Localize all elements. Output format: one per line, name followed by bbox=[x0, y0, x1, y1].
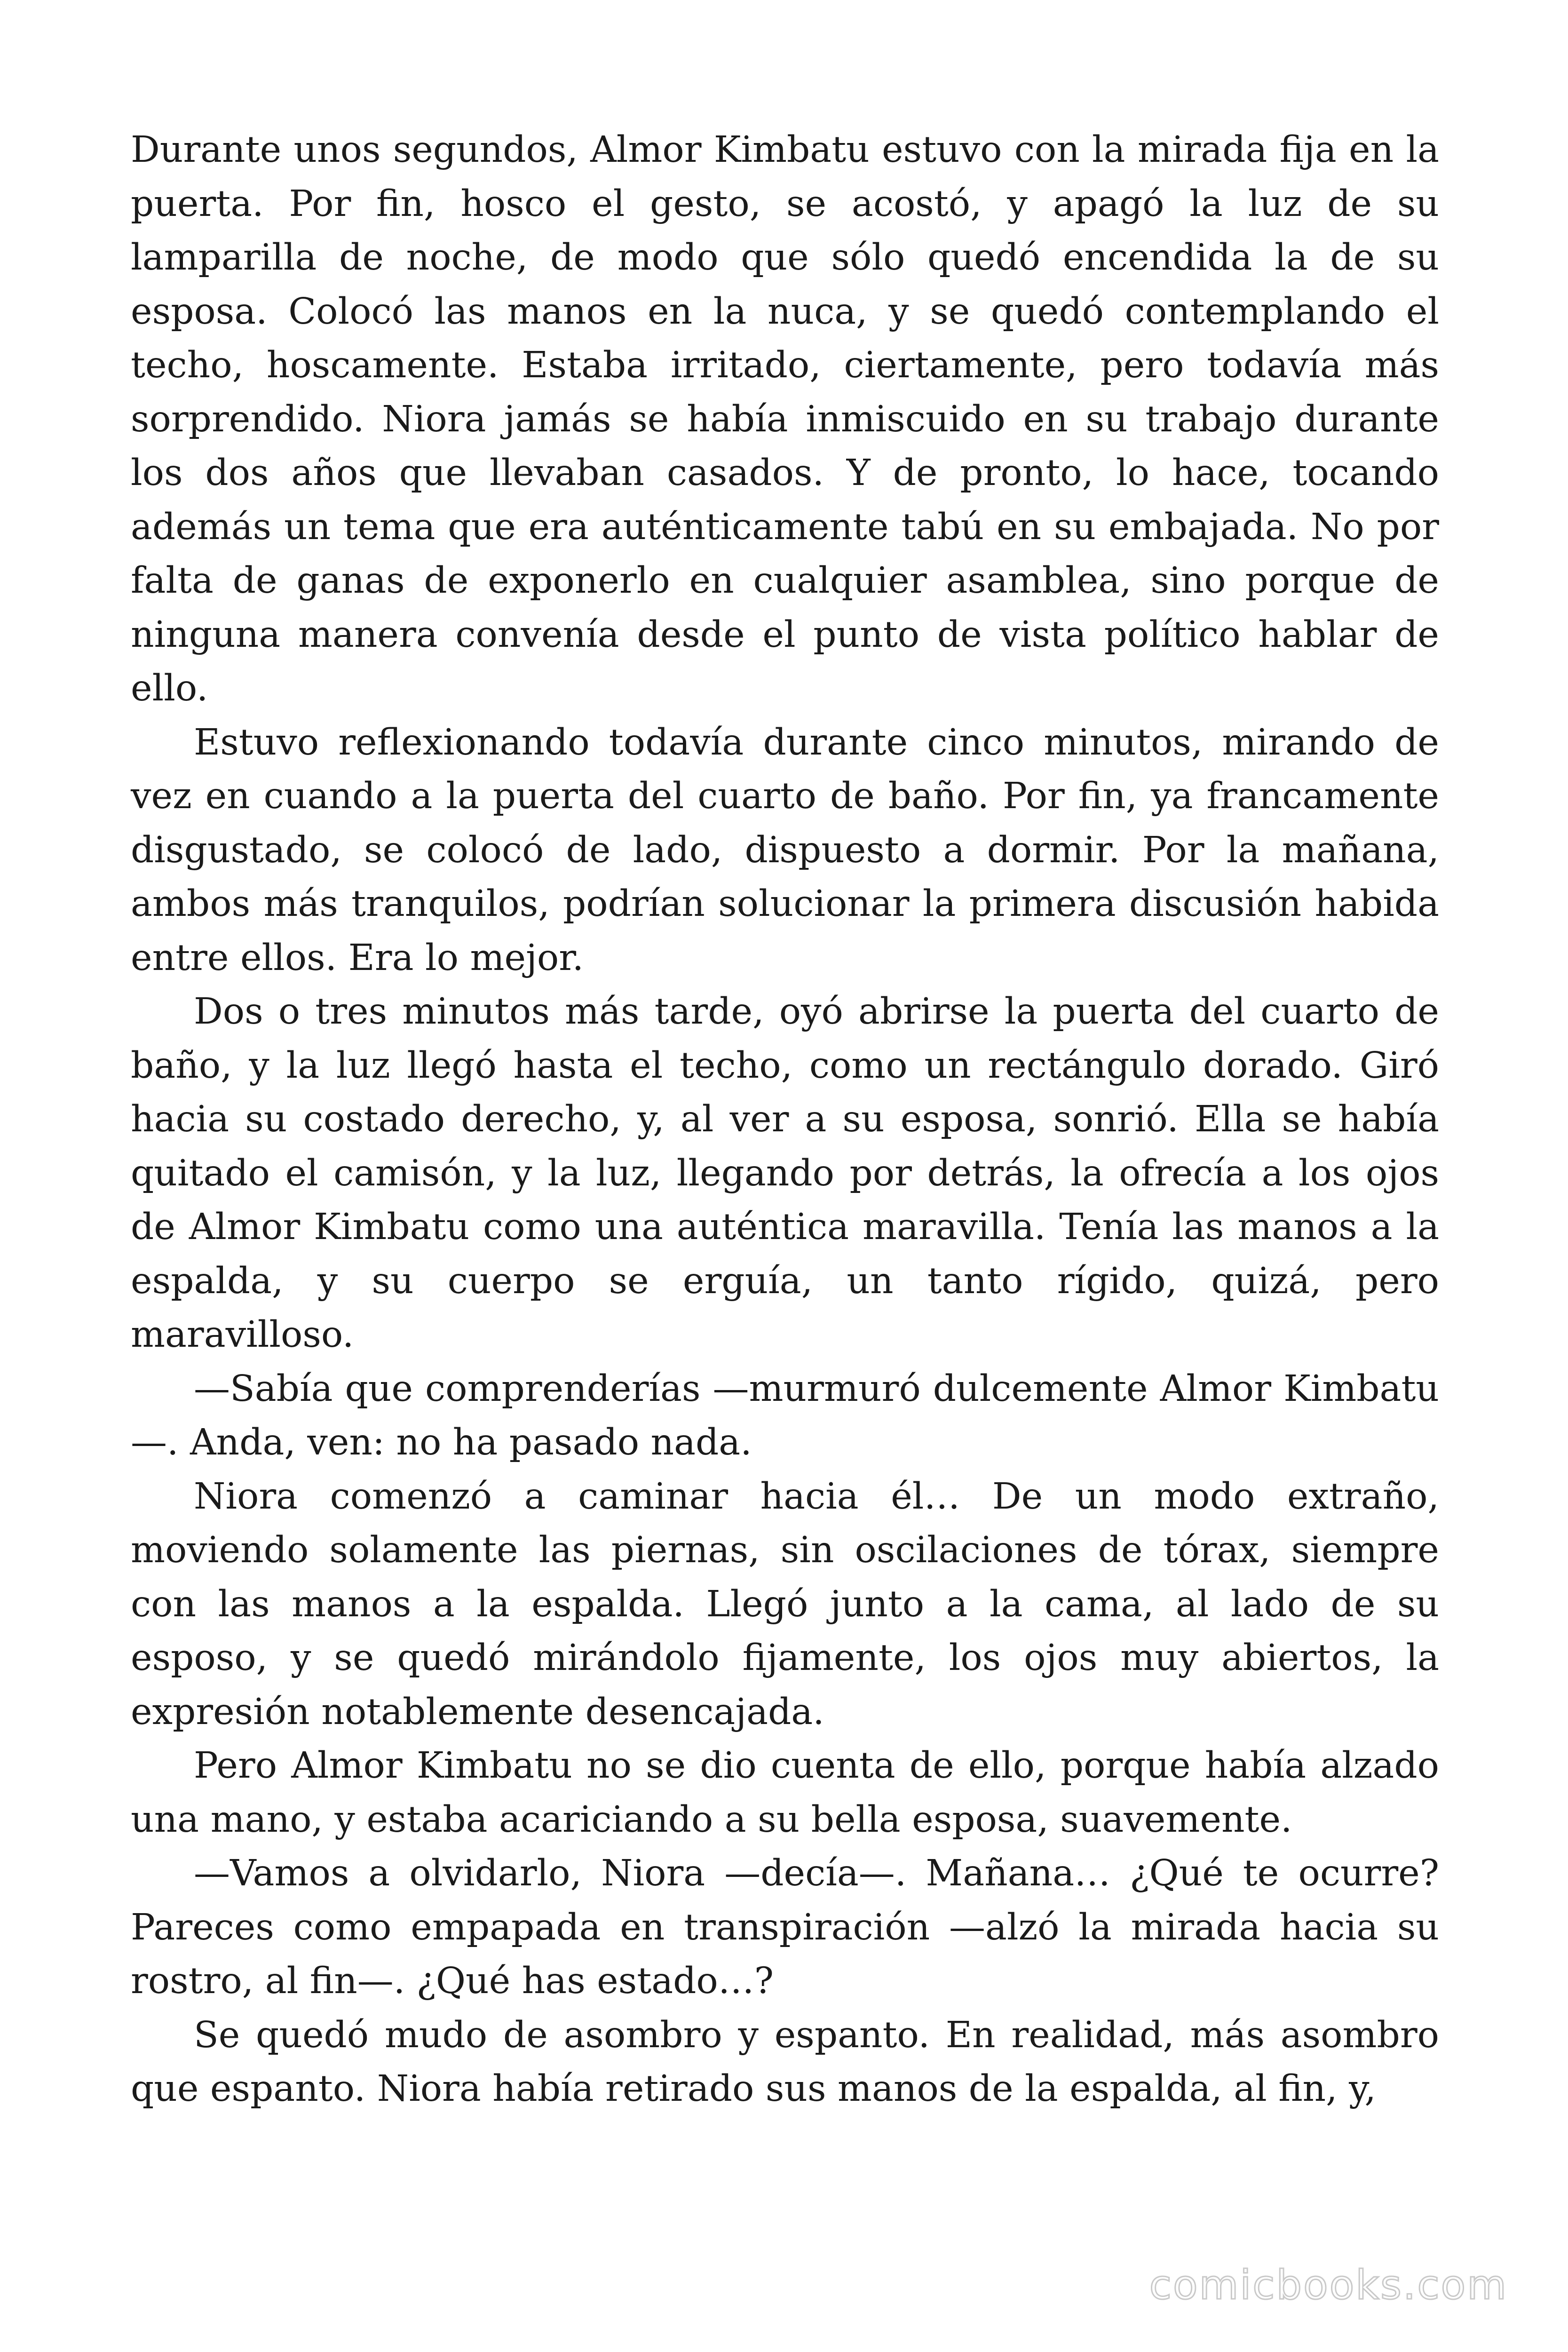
paragraph-6: Pero Almor Kimbatu no se dio cuenta de ello, porque había alzado una mano, y estaba acariciando a su bella esposa, suavemente. bbox=[131, 1745, 1439, 1841]
body-text bbox=[131, 123, 1439, 2116]
paragraph-3: Dos o tres minutos más tarde, oyó abrirse la puerta del cuarto de baño, y la luz llegó hasta el techo, como un rectángulo dorado. Giró hacia su costado derecho, y, al ver a su esposa, sonrió. Ella se había quitado el camisón, y la luz, llegando por detrás, la ofrecía a los ojos de Almor Kimbatu como una auténtica maravilla. Tenía las manos a la espalda, y su cuerpo se erguía, un tanto rígido, quizá, pero maravilloso. bbox=[131, 991, 1439, 1356]
paragraph-2: Estuvo reflexionando todavía durante cinco minutos, mirando de vez en cuando a la puerta del cuarto de baño. Por fin, ya francamente disgustado, se colocó de lado, dispuesto a dormir. Por la mañana, ambos más tranquilos, podrían solucionar la primera discusión habida entre ellos. Era lo mejor. bbox=[131, 721, 1439, 979]
paragraph-7-dialogue: —Vamos a olvidarlo, Niora —decía—. Mañana… ¿Qué te ocurre? Pareces como empapada en transpiración —alzó la mirada hacia su rostro, al fin—. ¿Qué has estado…? bbox=[131, 1852, 1439, 2002]
paragraph-1: Durante unos segundos, Almor Kimbatu estuvo con la mirada fija en la puerta. Por fin, hosco el gesto, se acostó, y apagó la luz de su lamparilla de noche, de modo que sólo quedó encendida la de su esposa. Colocó las manos en la nuca, y se quedó contemplando el techo, hoscamente. Estaba irritado, ciertamente, pero todavía más sorprendido. Niora jamás se había inmiscuido en su trabajo durante los dos años que llevaban casados. Y de pronto, lo hace, tocando además un tema que era auténticamente tabú en su embajada. No por falta de ganas de exponerlo en cualquier asamblea, sino porque de ninguna manera convenía desde el punto de vista político hablar de ello. bbox=[131, 129, 1439, 709]
site-watermark: comicbooks.com bbox=[1149, 2262, 1508, 2309]
paragraph-4-dialogue: —Sabía que comprenderías —murmuró dulcemente Almor Kimbatu—. Anda, ven: no ha pasado nada. bbox=[131, 1367, 1439, 1463]
paragraph-5: Niora comenzó a caminar hacia él… De un modo extraño, moviendo solamente las piernas, sin oscilaciones de tórax, siempre con las manos a la espalda. Llegó junto a la cama, al lado de su esposo, y se quedó mirándolo fijamente, los ojos muy abiertos, la expresión notablemente desencajada. bbox=[131, 1475, 1439, 1733]
paragraph-8: Se quedó mudo de asombro y espanto. En realidad, más asombro que espanto. Niora había retirado sus manos de la espalda, al fin, y, bbox=[131, 2014, 1439, 2110]
